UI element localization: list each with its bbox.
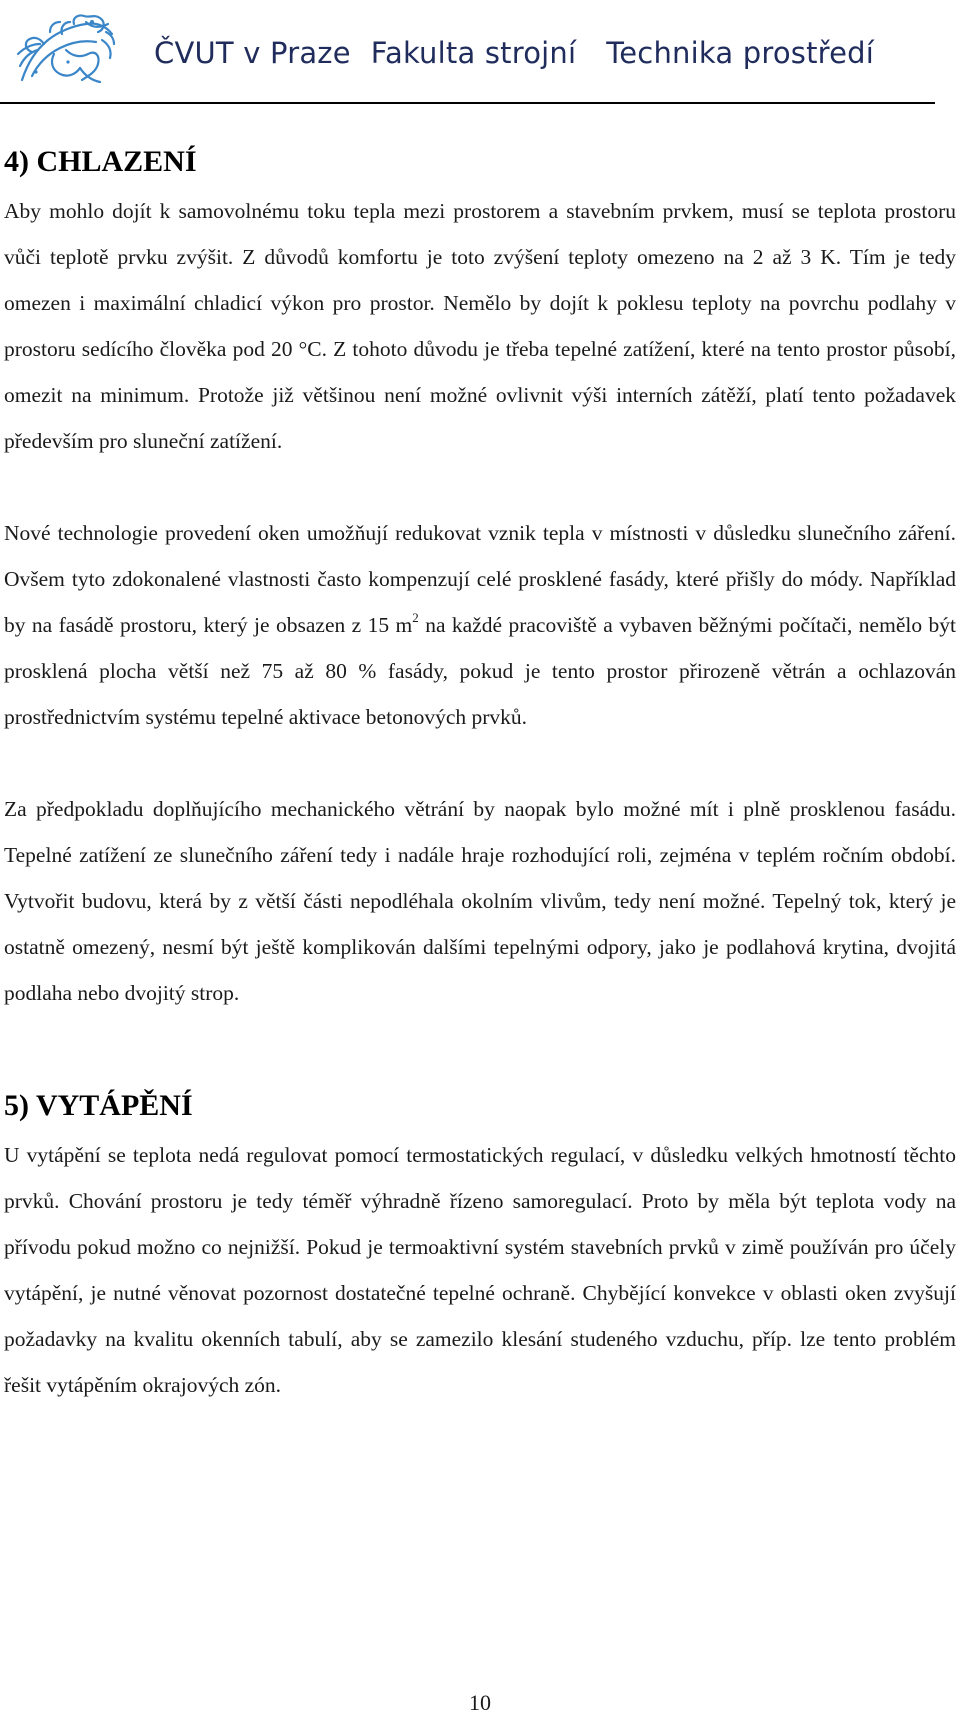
header-university: ČVUT v Praze <box>154 36 351 70</box>
lion-logo-icon <box>14 10 118 88</box>
section-heading-heating: 5) VYTÁPĚNÍ <box>4 1089 193 1122</box>
header-faculty: Fakulta strojní <box>370 36 577 70</box>
header-title <box>154 36 874 70</box>
paragraph-cooling-2-text-a: Nové technologie provedení oken umožňují redukovat vznik tepla v místnosti v důsledku slunečního záření. Ovšem tyto zdokonalené vlastnosti často kompenzují celé prosklené fasády, které přišly do módy. Například by na fasádě prostoru, který je obsazen z 15 m <box>4 521 956 637</box>
section-spacer <box>4 1016 956 1080</box>
superscript-squared: 2 <box>412 610 419 625</box>
document-body <box>4 136 956 1408</box>
paragraph-spacer <box>4 740 956 786</box>
header-department: Technika prostředí <box>606 36 875 70</box>
paragraph-cooling-2 <box>4 510 956 740</box>
paragraph-cooling-1: Aby mohlo dojít k samovolnému toku tepla mezi prostorem a stavebním prvkem, musí se teplota prostoru vůči teplotě prvku zvýšit. Z důvodů komfortu je toto zvýšení teploty omezeno na 2 až 3 K. Tím je tedy omezen i maximální chladicí výkon pro prostor. Nemělo by dojít k poklesu teploty na povrchu podlahy v prostoru sedícího člověka pod 20 °C. Z tohoto důvodu je třeba tepelné zatížení, které na tento prostor působí, omezit na minimum. Protože již většinou není možné ovlivnit výši interních zátěží, platí tento požadavek především pro sluneční zatížení. <box>4 199 956 453</box>
paragraph-spacer <box>4 464 956 510</box>
page-header <box>0 0 960 106</box>
paragraph-heating-1: U vytápění se teplota nedá regulovat pomocí termostatických regulací, v důsledku velkých hmotností těchto prvků. Chování prostoru je tedy téměř výhradně řízeno samoregulací. Proto by měla být teplota vody na přívodu pokud možno co nejnižší. Pokud je termoaktivní systém stavebních prvků v zimě používán pro účely vytápění, je nutné věnovat pozornost dostatečné tepelné ochraně. Chybějící konvekce v oblasti oken zvyšují požadavky na kvalitu okenních tabulí, aby se zamezilo klesání studeného vzduchu, příp. lze tento problém řešit vytápěním okrajových zón. <box>4 1143 956 1397</box>
header-divider <box>0 102 935 104</box>
paragraph-cooling-2-text-b: na každé pracoviště a vybaven běžnými počítači, nemělo být prosklená plocha větší než 75 až 80 % fasády, pokud je tento prostor přirozeně větrán a ochlazován prostřednictvím systému tepelné aktivace betonových prvků. <box>4 613 956 729</box>
paragraph-cooling-3: Za předpokladu doplňujícího mechanického větrání by naopak bylo možné mít i plně prosklenou fasádu. Tepelné zatížení ze slunečního záření tedy i nadále hraje rozhodující roli, zejména v teplém ročním období. Vytvořit budovu, která by z větší části nepodléhala okolním vlivům, tedy není možné. Tepelný tok, který je ostatně omezený, nesmí být ještě komplikován dalšími tepelnými odpory, jako je podlahová krytina, dvojitá podlaha nebo dvojitý strop. <box>4 797 956 1005</box>
section-heading-cooling: 4) CHLAZENÍ <box>4 145 197 178</box>
page-number: 10 <box>469 1690 491 1715</box>
